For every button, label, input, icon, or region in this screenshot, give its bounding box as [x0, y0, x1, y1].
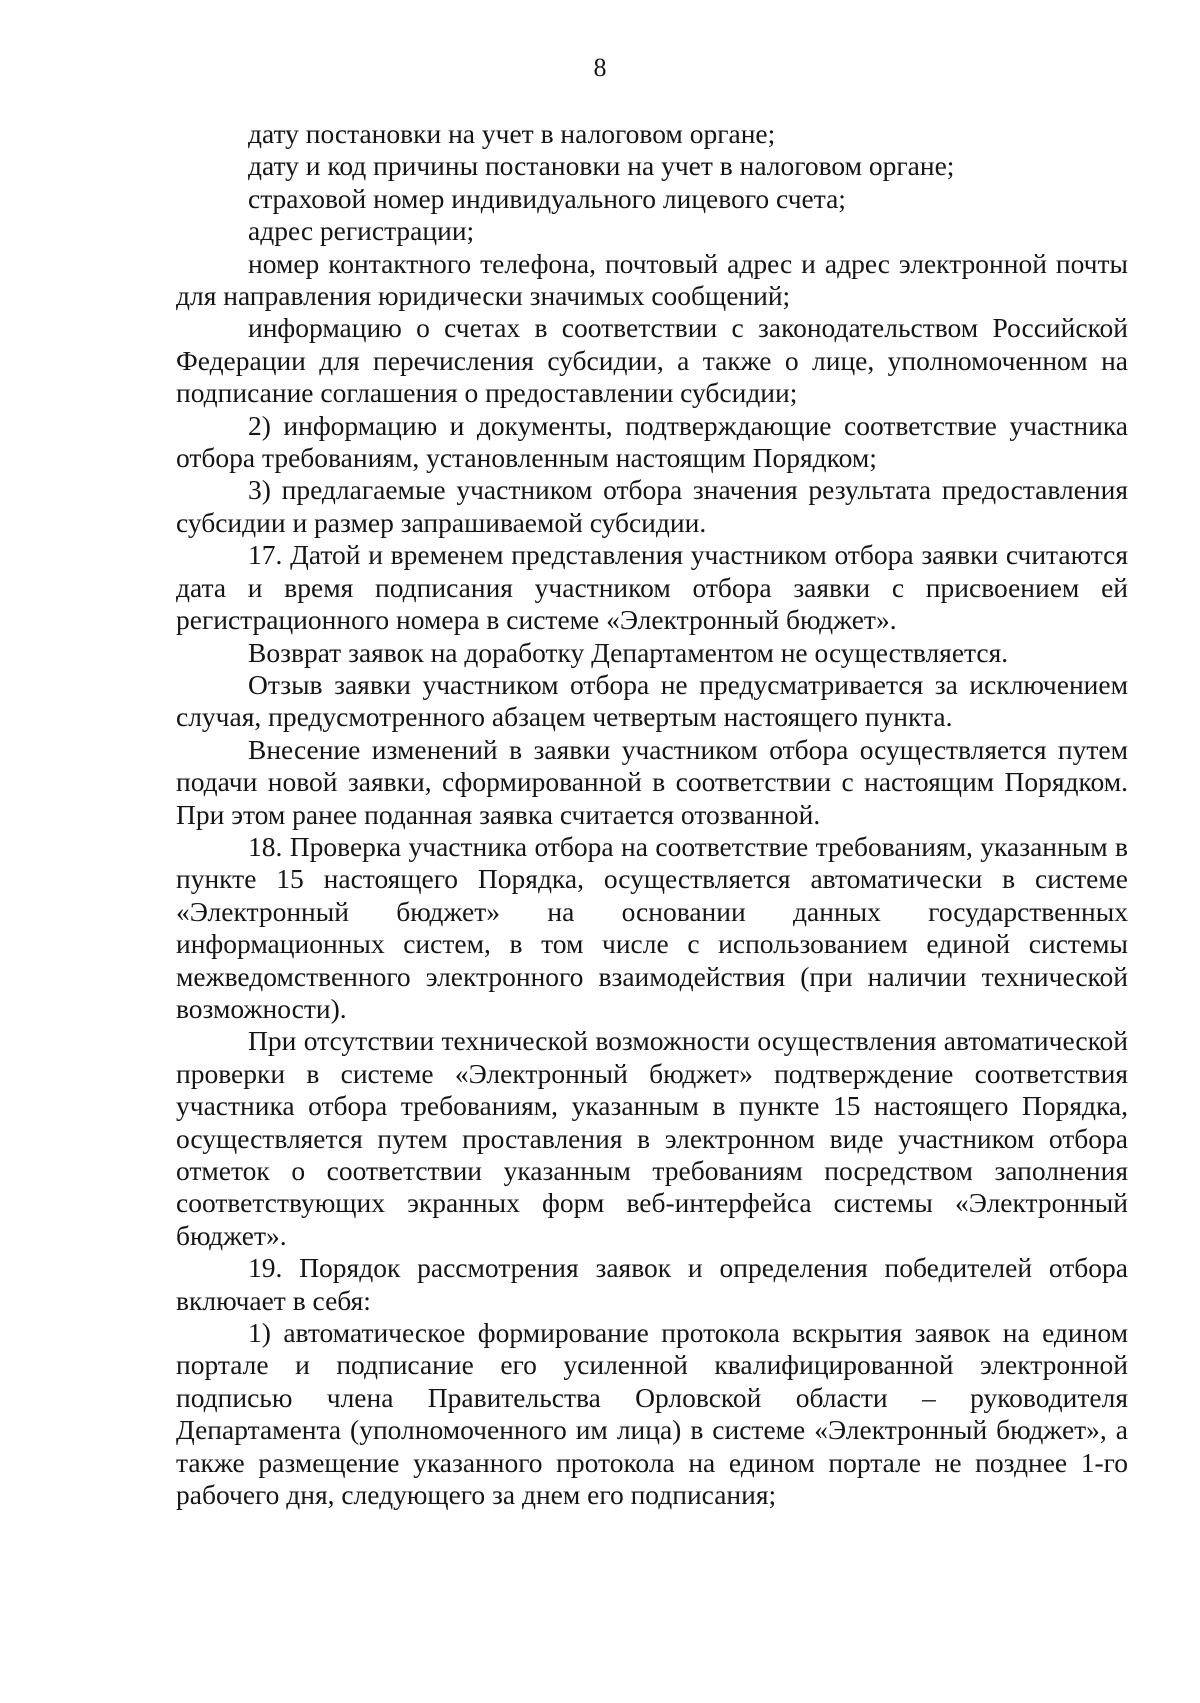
- paragraph-tax-registration-reason: дату и код причины постановки на учет в налоговом органе;: [248, 150, 955, 182]
- paragraph-clause-17-withdrawal: Отзыв заявки участником отбора не предусматривается за исключением случая, предусмотренного абзацем четвертым настоящего пункта.: [176, 668, 1128, 733]
- document-body: [176, 118, 1128, 1511]
- paragraph-contact-details: номер контактного телефона, почтовый адрес и адрес электронной почты для направления юридически значимых сообщений;: [176, 247, 1128, 312]
- paragraph-clause-19-item-1: 1) автоматическое формирование протокола вскрытия заявок на едином портале и подписание его усиленной квалифицированной электронной подписью члена Правительства Орловской области – руководителя Департамента (уполномоченного им лица) в системе «Электронный бюджет», а также размещение указанного протокола на едином портале не позднее 1-го рабочего дня, следующего за днем его подписания;: [176, 1317, 1128, 1511]
- paragraph-clause-17-return: Возврат заявок на доработку Департаментом не осуществляется.: [248, 636, 1009, 668]
- paragraph-clause-17-changes: Внесение изменений в заявки участником отбора осуществляется путем подачи новой заявки, сформированной в соответствии с настоящим Порядком. При этом ранее поданная заявка считается отозванной.: [176, 733, 1128, 830]
- paragraph-clause-18: 18. Проверка участника отбора на соответствие требованиям, указанным в пункте 15 настоящего Порядка, осуществляется автоматически в системе «Электронный бюджет» на основании данных государственных информационных систем, в том числе с использованием единой системы межведомственного электронного взаимодействия (при наличии технической возможности).: [176, 830, 1128, 1024]
- page-number: 8: [593, 53, 607, 82]
- paragraph-registration-address: адрес регистрации;: [248, 215, 475, 247]
- paragraph-tax-registration-date: дату постановки на учет в налоговом органе;: [248, 118, 776, 149]
- paragraph-accounts-info: информацию о счетах в соответствии с законодательством Российской Федерации для перечисления субсидии, а также о лице, уполномоченном на подписание соглашения о предоставлении субсидии;: [176, 312, 1128, 409]
- paragraph-clause-19: 19. Порядок рассмотрения заявок и определения победителей отбора включает в себя:: [176, 1252, 1128, 1316]
- paragraph-clause-18-manual: При отсутствии технической возможности осуществления автоматической проверки в системе «Электронный бюджет» подтверждение соответствия участника отбора требованиям, указанным в пункте 15 настоящего Порядка, осуществляется путем проставления в электронном виде участником отбора отметок о соответствии указанным требованиям посредством заполнения соответствующих экранных форм веб-интерфейса системы «Электронный бюджет».: [176, 1025, 1128, 1251]
- paragraph-clause-17: 17. Датой и временем представления участником отбора заявки считаются дата и время подписания участником отбора заявки с присвоением ей регистрационного номера в системе «Электронный бюджет».: [176, 539, 1128, 636]
- paragraph-item-3: 3) предлагаемые участником отбора значения результата предоставления субсидии и размер запрашиваемой субсидии.: [176, 474, 1128, 538]
- paragraph-insurance-number: страховой номер индивидуального лицевого счета;: [248, 182, 846, 214]
- paragraph-item-2: 2) информацию и документы, подтверждающие соответствие участника отбора требованиям, установленным настоящим Порядком;: [176, 409, 1128, 474]
